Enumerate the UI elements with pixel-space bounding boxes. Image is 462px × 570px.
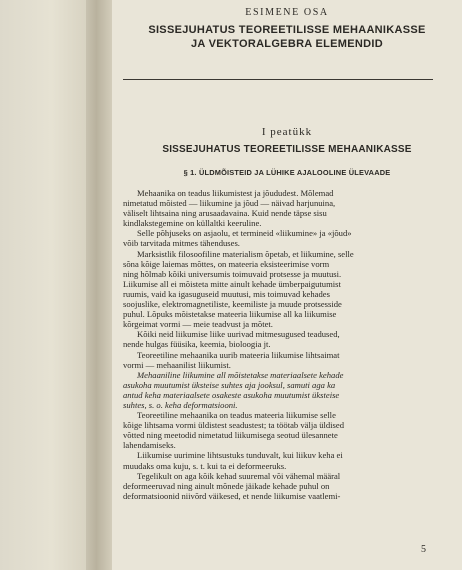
body-line: kindlakstegemine on küllaltki keeruline. xyxy=(123,218,262,229)
body-line: Teoreetiline mehaanika uurib mateeria liikumise lihtsaimat xyxy=(137,349,340,360)
body-line: Kõiki neid liikumise liike uurivad mitmesugused teadused, xyxy=(137,329,340,340)
book-page xyxy=(112,0,462,570)
body-line: väliselt lihtsaina ning arusaadavaina. Kuid nende täpse sisu xyxy=(123,208,327,219)
body-line: deformeeruvad ning ainult mõnede jäikade kehade puhul on xyxy=(123,480,330,491)
body-line: ning hõlmab kõiki universumis toimuvaid protsesse ja muutusi. xyxy=(123,268,342,279)
chapter-number: I peatükk xyxy=(261,126,313,138)
body-line: vormi — mehaanilist liikumist. xyxy=(123,359,231,370)
body-text xyxy=(123,188,436,501)
body-line: Liikumise uurimine lihtsustuks tunduvalt, kui liikuv keha ei xyxy=(137,450,343,461)
body-line: Mehaanika on teadus liikumistest ja jõududest. Mõlemad xyxy=(137,188,334,198)
part-heading: ESIMENE OSA xyxy=(245,7,329,18)
body-line: võtted ning meetodid nimetatud liikumisega seotud ülesannete xyxy=(123,430,338,441)
chapter-title: SISSEJUHATUS TEOREETILISSE MEHAANIKASSE xyxy=(162,144,412,155)
body-line: ruumis, vaid ka igasuguseid muutusi, mis toimuvad kehades xyxy=(123,288,330,299)
body-line: puhul. Lõpuks mõistetakse mateeria liikumise all ka liikumise xyxy=(123,309,337,320)
body-line: deformatsioonid niivõrd väikesed, et nende liikumise vaatlemi- xyxy=(123,490,341,501)
book-gutter xyxy=(86,0,112,570)
body-line: võib tarvitada mitmes tähenduses. xyxy=(123,238,240,249)
body-line: kõige lihtsama vormi üldistest seadustest; ta töötab välja üldised xyxy=(123,420,345,431)
body-line: Mehaaniline liikumine all mõistetakse materiaalsete kehade xyxy=(137,369,344,380)
body-line: Teoreetiline mehaanika on teadus mateeria liikumise selle xyxy=(137,410,336,421)
body-line: suhtes, s. o. keha deformatsiooni. xyxy=(123,399,238,410)
top-rule xyxy=(123,79,433,80)
body-line: soojuslike, elektromagnetiliste, keemiliste ja muude protsesside xyxy=(123,299,342,310)
body-line: antud keha materiaalsete osakeste asukoha muutumist üksteise xyxy=(123,389,340,400)
body-line: Liikumise all ei mõisteta mitte ainult kehade ümberpaigutumist xyxy=(123,278,341,289)
body-line: nimetatud mõisted — liikumine ja jõud — näivad harjunuina, xyxy=(123,198,336,209)
section-title: § 1. ÜLDMÕISTEID JA LÜHIKE AJALOOLINE ÜLEVAADE xyxy=(183,168,391,177)
body-line: Selle põhjuseks on asjaolu, et termineid «liikumine» ja «jõud» xyxy=(137,228,352,239)
body-line: sõna kõige laiemas mõttes, on mateeria eksisteerimise vorm xyxy=(123,258,330,269)
body-line: asukoha muutumist üksteise suhtes aja jooksul, samuti aga ka xyxy=(123,379,336,390)
page-number: 5 xyxy=(421,544,426,555)
body-line: kõrgeimat vormi — meie teadvust ja mõtet. xyxy=(123,319,273,330)
body-line: Marksistlik filosoofiline materialism õpetab, et liikumine, selle xyxy=(137,248,354,259)
body-line: muudaks oma kuju, s. t. kui ta ei deformeeruks. xyxy=(123,460,287,471)
body-line: nende hulgas füüsika, keemia, bioloogia jt. xyxy=(123,339,271,350)
left-page-edge xyxy=(0,0,86,570)
part-title-line: JA VEKTORALGEBRA ELEMENDID xyxy=(191,38,383,50)
body-line: lahendamiseks. xyxy=(123,440,176,451)
part-title xyxy=(112,23,462,51)
part-title-line: SISSEJUHATUS TEOREETILISSE MEHAANIKASSE xyxy=(148,24,426,36)
body-line: Tegelikult on aga kõik kehad suuremal või vähemal määral xyxy=(137,470,341,481)
